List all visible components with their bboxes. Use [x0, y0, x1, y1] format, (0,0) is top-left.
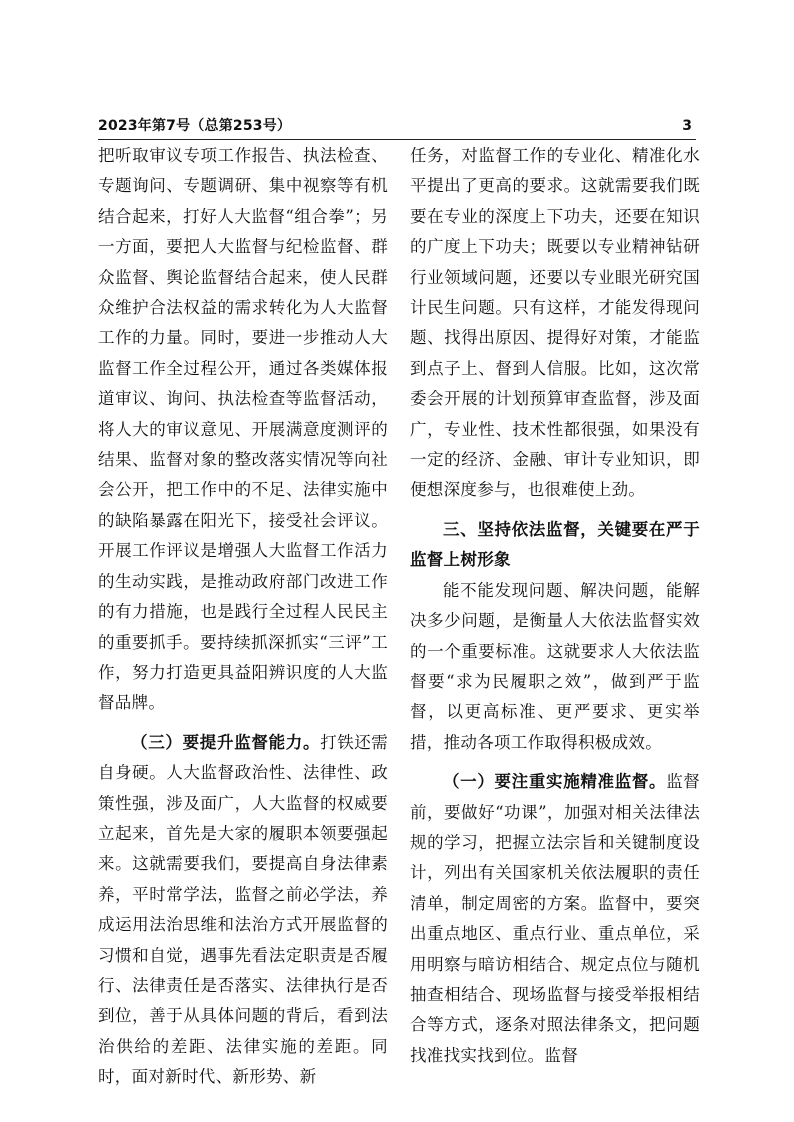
body-paragraph — [98, 728, 388, 1093]
issue-label: 2023年第7号（总第253号） — [98, 118, 292, 134]
paragraph-text: 监督前，要做好“功课”，加强对相关法律法规的学习，把握立法宗旨和关键制度设计，列出有关国家机关依法履职的责任清单，制定周密的方案。监督中，要突出重点地区、重点行业、重点单位，采用明察与暗访相结合、规定点位与随机抽查相结合、现场监督与接受举报相结合等方式，逐条对照法律条文，把问题找准找实找到位。监督 — [410, 772, 701, 1065]
paragraph-text: 打铁还需自身硬。人大监督政治性、法律性、政策性强，涉及面广，人大监督的权威要立起来，首先是大家的履职本领要强起来。这就需要我们，要提高自身法律素养，平时常学法，监督之前必学法，养成运用法治思维和法治方式开展监督的习惯和自觉，遇事先看法定职责是否履行、法律责任是否落实、法律执行是否到位，善于从具体问题的背后，看到法治供给的差距、法律实施的差距。同时，面对新时代、新形势、新 — [98, 732, 389, 1087]
right-column — [410, 141, 700, 1071]
page-header — [98, 116, 696, 140]
subsection-heading: （一）要注重实施精准监督。 — [443, 772, 667, 792]
subsection-heading: （三）要提升监督能力。 — [131, 732, 321, 752]
body-paragraph: 能不能发现问题、解决问题，能解决多少问题，是衡量人大依法监督实效的一个重要标准。这就要求人大依法监督要“求为民履职之效”，做到严于监督，以更高标准、更严要求、更实举措，推动各项工作取得积极成效。 — [410, 580, 700, 752]
body-paragraph — [410, 767, 700, 1071]
section-heading: 三、坚持依法监督，关键要在严于监督上树形象 — [410, 519, 700, 570]
body-paragraph: 任务，对监督工作的专业化、精准化水平提出了更高的要求。这就需要我们既要在专业的深度上下功夫，还要在知识的广度上下功夫；既要以专业精神钻研行业领域问题，还要以专业眼光研究国计民生问题。只有这样，才能发得现问题、找得出原因、提得好对策，才能监到点子上、督到人信服。比如，这次常委会开展的计划预算审查监督，涉及面广，专业性、技术性都很强，如果没有一定的经济、金融、审计专业知识，即便想深度参与，也很难使上劲。 — [410, 146, 700, 500]
header-divider — [98, 139, 696, 140]
left-column — [98, 141, 388, 1093]
page-number: 3 — [682, 118, 692, 134]
body-paragraph: 把听取审议专项工作报告、执法检查、专题询问、专题调研、集中视察等有机结合起来，打好人大监督“组合拳”；另一方面，要把人大监督与纪检监督、群众监督、舆论监督结合起来，使人民群众维护合法权益的需求转化为人大监督工作的力量。同时，要进一步推动人大监督工作全过程公开，通过各类媒体报道审议、询问、执法检查等监督活动，将人大的审议意见、开展满意度测评的结果、监督对象的整改落实情况等向社会公开，把工作中的不足、法律实施中的缺陷暴露在阳光下，接受社会评议。开展工作评议是增强人大监督工作活力的生动实践，是推动政府部门改进工作的有力措施，也是践行全过程人民民主的重要抓手。要持续抓深抓实“三评”工作，努力打造更具益阳辨识度的人大监督品牌。 — [98, 146, 388, 713]
